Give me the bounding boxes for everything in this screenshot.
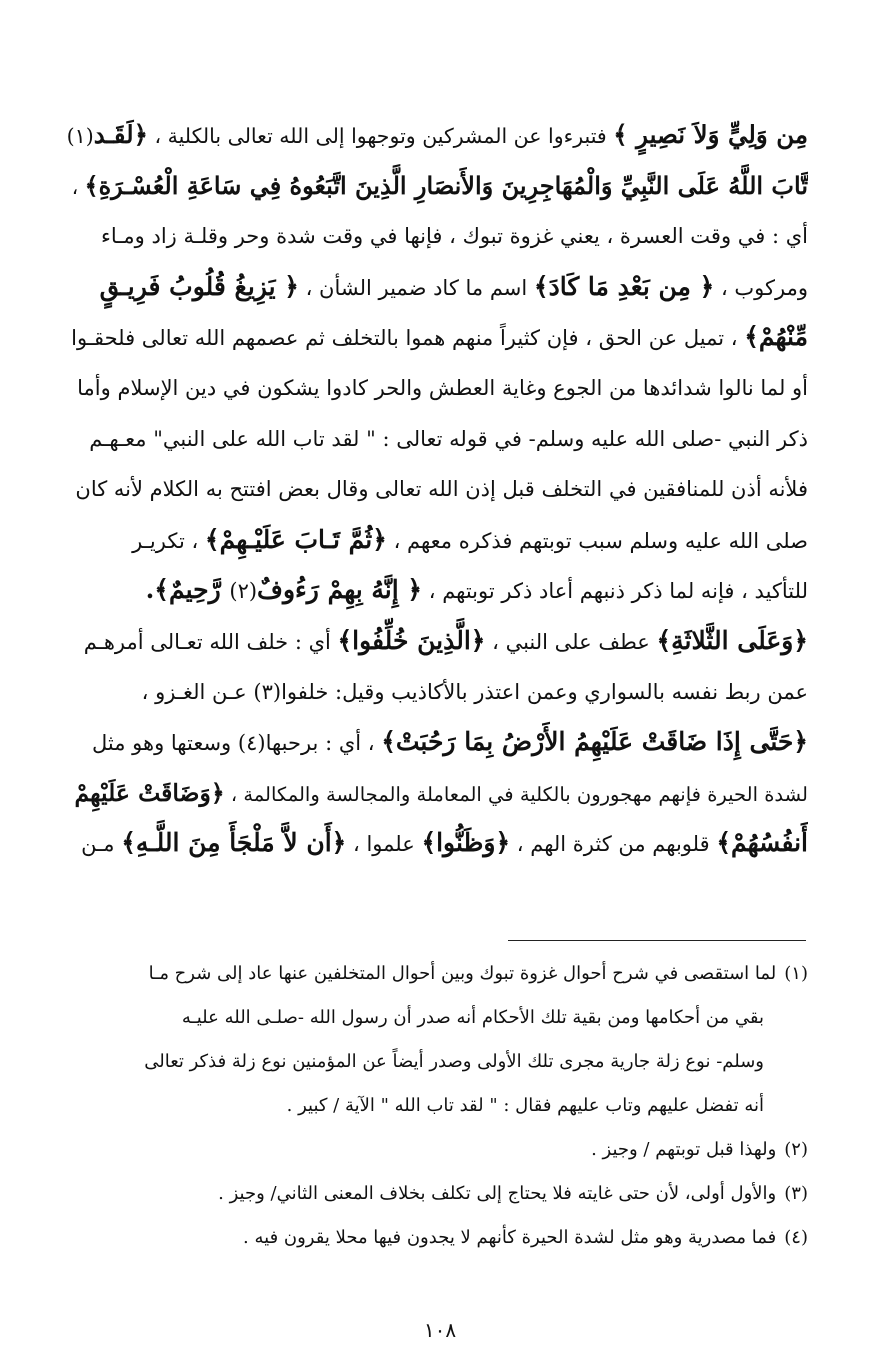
footnote-text: ولهذا قبل توبتهم / وجيز . [591,1139,777,1160]
commentary-text: (٣) [253,679,282,704]
text-line [60,363,808,414]
footnotes [60,952,808,1260]
footnote-line [60,1172,808,1216]
commentary-text: ، تكريـر [132,528,205,553]
footnote-text: وسلم- نوع زلة جارية مجرى تلك الأولى وصدر أيضاً عن المؤمنين نوع زلة فذكر تعالى [144,1051,764,1072]
commentary-text: (١) [66,124,94,148]
footnote-number: (٢) [784,1139,808,1160]
commentary-text: ومركوب ، [714,275,808,300]
text-line [60,717,808,768]
quran-quote: ﴿ مِن بَعْدِ مَا كَادَ﴾ [533,271,715,301]
text-line [60,565,808,616]
commentary-text: عطف على النبي ، [485,629,657,654]
commentary-text: (٢) [229,579,258,604]
commentary-text: علموا ، [346,832,422,857]
footnote-line [60,1040,808,1084]
commentary-text: عمن ربط نفسه بالسواري وعمن اعتذر بالأكاذيب وقيل: خلفوا [281,679,808,704]
text-line [60,110,808,161]
text-line [60,667,808,718]
footnote-line [60,996,808,1040]
commentary-text: أي : في وقت العسرة ، يعني غزوة تبوك ، فإنها في وقت شدة وحر وقلـة زاد ومـاء [101,224,808,249]
commentary-text: ، تميل عن الحق ، فإن كثيراً منهم هموا بالتخلف ثم عصمهم الله تعالى فلحقـوا [71,326,745,351]
quran-quote: ﴿وَعَلَى الثَّلاثَةِ﴾ [656,625,808,655]
quran-quote: ﴿الَّذِينَ خُلِّفُوا﴾ [337,625,486,655]
commentary-text: أي : خلف الله تعـالى أمرهـم [83,629,338,654]
commentary-text: وسعتها وهو مثل [92,731,238,756]
commentary-text: ، أي : برحبها [265,731,382,756]
commentary-text: فتبرءوا عن المشركين وتوجهوا إلى الله تعالى بالكلية ، [147,124,614,148]
commentary-text: للتأكيد ، فإنه لما ذكر ذنبهم أعاد ذكر توبتهم ، [422,579,808,604]
text-line [60,768,808,819]
text-line [60,414,808,465]
quran-quote: أَنفُسُهُمْ﴾ [716,828,808,858]
commentary-text: أو لما نالوا شدائدها من الجوع وغاية العطش والحر كادوا يشكون في دين الإسلام وأما [77,375,808,400]
footnote-line [60,1084,808,1128]
quran-quote: مِّنْهُمْ﴾ [744,322,808,352]
quran-quote: رَّحِيمٌ﴾. [145,575,230,605]
text-line [60,161,808,212]
text-line [60,262,808,313]
text-line [60,818,808,869]
text-line [60,515,808,566]
main-text [60,110,808,869]
quran-quote: ﴿أَن لاَّ مَلْجَأَ مِنَ اللَّـهِ﴾ [121,828,347,858]
commentary-text: لشدة الحيرة فإنهم مهجورون بالكلية في المعاملة والمجالسة والمكالمة ، [224,782,808,806]
page-number: ١٠٨ [423,1318,457,1342]
footnote-text: لما استقصى في شرح أحوال غزوة تبوك وبين أحوال المتخلفين عنها عاد إلى شرح مـا [148,963,777,984]
footnote-line [60,1128,808,1172]
quran-quote: ﴿وَضَاقَتْ عَلَيْهِمْ [74,778,225,807]
footnote-separator [508,940,806,941]
commentary-text: صلى الله عليه وسلم سبب توبتهم فذكره معهم ، [386,528,808,553]
footnote-text: أنه تفضل عليهم وتاب عليهم فقال : " لقد تاب الله " الآية / كبير . [286,1095,764,1116]
footnote-number: (٣) [784,1183,808,1204]
commentary-text: فلأنه أذن للمنافقين في التخلف قبل إذن الله تعالى وقال بعض افتتح به الكلام لأنه كان [75,477,808,502]
footnote-text: بقي من أحكامها ومن بقية تلك الأحكام أنه صدر أن رسول الله -صلـى الله عليـه [181,1007,764,1028]
commentary-text: مـن [81,832,122,857]
text-line [60,616,808,667]
quran-quote: ﴿حَتَّى إِذَا ضَاقَتْ عَلَيْهِمُ الأَرْضُ بِمَا رَحُبَتْ﴾ [381,727,808,757]
commentary-text: ذكر النبي -صلى الله عليه وسلم- في قوله تعالى : " لقد تاب الله على النبي" معـهـم [89,426,808,451]
footnote-line [60,952,808,996]
quran-quote: تَّابَ اللَّهُ عَلَى النَّبِيِّ وَالْمُهَاجِرِينَ وَالأَنصَارِ الَّذِينَ اتَّبَعُوهُ فِي سَاعَةِ الْعُسْـرَةِ﴾ [84,170,808,200]
quran-quote: ﴿ يَزِيغُ قُلُوبُ فَرِيـقٍ [99,271,299,301]
footnote-number: (٤) [784,1227,808,1248]
quran-quote: ﴿وَظَنُّوا﴾ [421,828,511,858]
quran-quote: ﴿ إِنَّهُ بِهِمْ رَءُوفٌ [257,575,423,605]
text-line [60,211,808,262]
footnote-number: (١) [784,963,808,984]
commentary-text: قلوبهم من كثرة الهم ، [510,832,717,857]
text-line [60,312,808,363]
commentary-text: (٤) [237,731,266,756]
footnote-text: والأول أولى، لأن حتى غايته فلا يحتاج إلى تكلف بخلاف المعنى الثاني/ وجيز . [218,1183,777,1204]
quran-quote: ﴿ثُمَّ تَـابَ عَلَيْـهِمْ﴾ [204,524,387,554]
commentary-text: ، [71,174,85,199]
commentary-text: اسم ما كاد ضمير الشأن ، [298,275,534,300]
quran-quote: مِن وَلِيٍّ وَلاَ نَصِيرٍ ﴾ [613,120,808,149]
text-line [60,464,808,515]
footnote-line [60,1216,808,1260]
footnote-text: فما مصدرية وهو مثل لشدة الحيرة كأنهم لا يجدون فيها محلا يقرون فيه . [243,1227,777,1248]
quran-quote: ﴿لَقَـد [93,120,148,149]
commentary-text: عـن الغـزو ، [141,679,254,704]
